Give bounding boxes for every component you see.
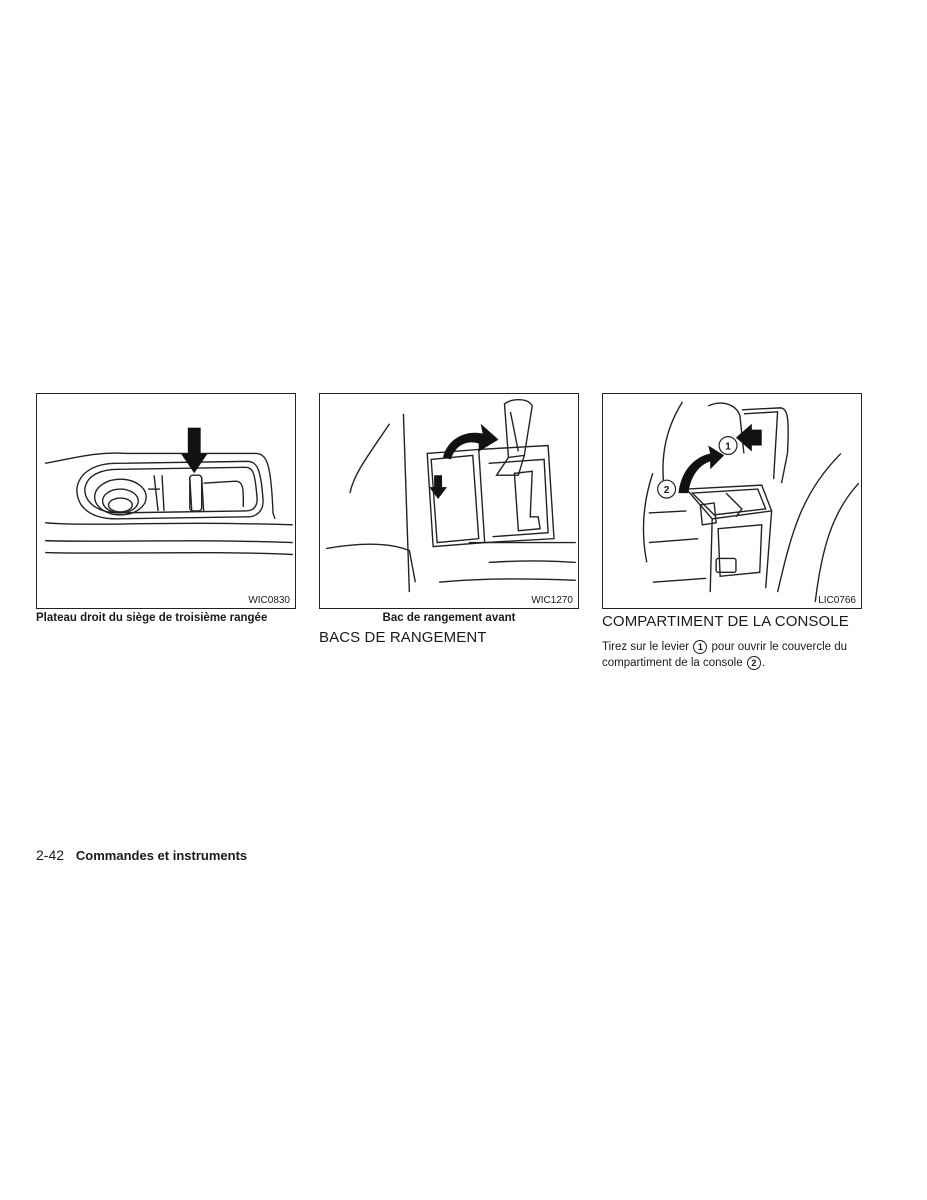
figure-code: WIC0830 [248,595,290,606]
figure-front-storage-bin [319,393,579,609]
page-number: 2-42 [36,847,65,863]
figure-code: LIC0766 [818,595,856,606]
callout-2-label: 2 [663,485,670,497]
callout-1-inline-icon: 1 [693,640,707,654]
third-row-tray-illustration [37,394,295,608]
callout-2-inline-icon: 2 [747,656,761,670]
chapter-title: Commandes et instruments [75,848,248,863]
front-storage-bin-illustration [320,394,578,608]
callout-1-label: 1 [725,441,731,453]
console-instructions [602,639,872,671]
down-arrow-icon [181,428,208,474]
curved-arrow-icon [679,446,725,494]
figure-third-row-tray [36,393,296,609]
figure-console-compartment [602,393,862,609]
curved-arrow-icon [443,424,498,460]
console-compartment-illustration [603,394,861,608]
section-title-storage-bins: BACS DE RANGEMENT [319,629,487,646]
lever-arrow-icon [736,424,762,452]
body-text-part: pour ouvrir le couvercle du compartiment de la console [602,641,848,669]
figure-caption: Plateau droit du siège de troisième rangée [36,612,268,624]
callout-1-icon [719,437,737,455]
page-footer [36,847,247,863]
body-text-part: . [761,657,766,669]
callout-2-icon [658,480,676,498]
body-text-part: Tirez sur le levier [602,641,690,653]
figure-caption: Bac de rangement avant [382,612,516,624]
figure-code: WIC1270 [531,595,573,606]
section-title-console: COMPARTIMENT DE LA CONSOLE [602,613,849,630]
